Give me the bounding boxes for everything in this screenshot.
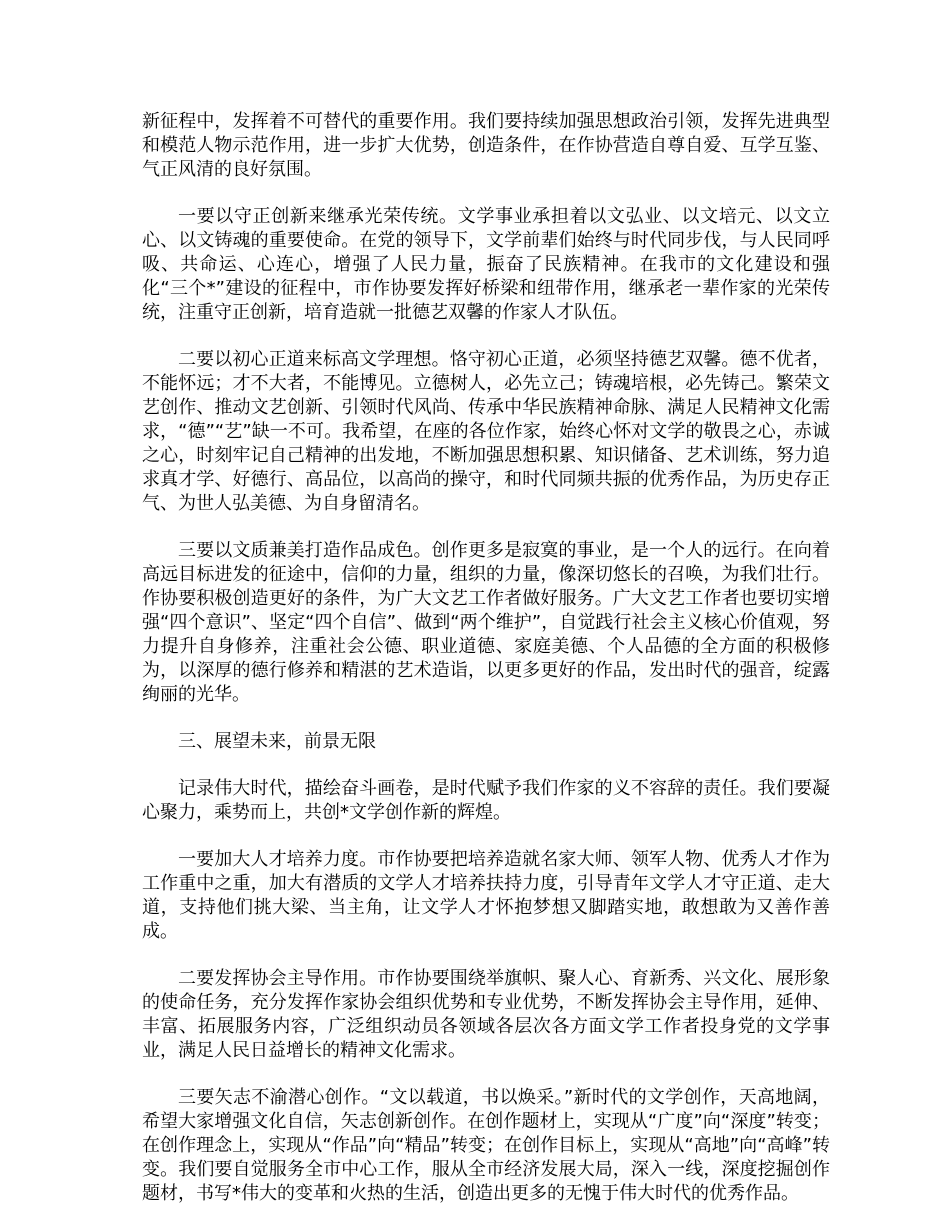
paragraph-record-era: 记录伟大时代，描绘奋斗画卷，是时代赋予我们作家的义不容辞的责任。我们要凝心聚力，乘势而上，共创*文学创作新的辉煌。 — [142, 778, 830, 823]
section-heading-outlook: 三、展望未来，前景无限 — [178, 731, 376, 752]
paragraph-work-quality: 三要以文质兼美打造作品成色。创作更多是寂寞的事业，是一个人的远行。在向着高远目标进发的征途中，信仰的力量，组织的力量，像深切悠长的召唤，为我们壮行。作协要积极创造更好的条件，为广大文艺工作者做好服务。广大文艺工作者也要切实增强“四个意识”、坚定“四个自信”、做到“两个维护”，自觉践行社会主义核心价值观，努力提升自身修养，注重社会公德、职业道德、家庭美德、个人品德的全方面的积极修为，以深厚的德行修养和精湛的艺术造诣，以更多更好的作品，发出时代的强音，绽露绚丽的光华。 — [142, 540, 830, 705]
paragraph-devoted-creation: 三要矢志不渝潜心创作。“文以载道，书以焕采。”新时代的文学创作，天高地阔，希望大家增强文化自信，矢志创新创作。在创作题材上，实现从“广度”向“深度”转变；在创作理念上，实现从“作品”向“精品”转变；在创作目标上，实现从“高地”向“高峰”转变。我们要自觉服务全市中心工作，服从全市经济发展大局，深入一线，深度挖掘创作题材，书写*伟大的变革和火热的生活，创造出更多的无愧于伟大时代的优秀作品。 — [142, 1087, 830, 1204]
paragraph-intro: 新征程中，发挥着不可替代的重要作用。我们要持续加强思想政治引领，发挥先进典型和模范人物示范作用，进一步扩大优势，创造条件，在作协营造自尊自爱、互学互鉴、气正风清的良好氛围。 — [142, 111, 830, 180]
paragraph-inherit-tradition: 一要以守正创新来继承光荣传统。文学事业承担着以文弘业、以文培元、以文立心、以文铸魂的重要使命。在党的领导下，文学前辈们始终与时代同步伐，与人民同呼吸、共命运、心连心，增强了人民力量，振奋了民族精神。在我市的文化建设和强化“三个*”建设的征程中，市作协要发挥好桥梁和纽带作用，继承老一辈作家的光荣传统，注重守正创新，培育造就一批德艺双馨的作家人才队伍。 — [142, 206, 830, 323]
paragraph-talent-cultivation: 一要加大人才培养力度。市作协要把培养造就名家大师、领军人物、优秀人才作为工作重中之重，加大有潜质的文学人才培养扶持力度，引导青年文学人才守正道、走大道，支持他们挑大梁、当主角，让文学人才怀抱梦想又脚踏实地，敢想敢为又善作善成。 — [142, 849, 830, 942]
paragraph-association-role: 二要发挥协会主导作用。市作协要围绕举旗帜、聚人心、育新秀、兴文化、展形象的使命任务，充分发挥作家协会组织优势和专业优势，不断发挥协会主导作用，延伸、丰富、拓展服务内容，广泛组织动员各领域各层次各方面文学工作者投身党的文学事业，满足人民日益增长的精神文化需求。 — [142, 968, 830, 1061]
document-page — [142, 110, 830, 1229]
paragraph-literary-ideal: 二要以初心正道来标高文学理想。恪守初心正道，必须坚持德艺双馨。德不优者，不能怀远；才不大者，不能博见。立德树人，必先立己；铸魂培根，必先铸己。繁荣文艺创作、推动文艺创新、引领时代风尚、传承中华民族精神命脉、满足人民精神文化需求，“德”“艺”缺一不可。我希望，在座的各位作家，始终心怀对文学的敬畏之心，赤诚之心，时刻牢记自己精神的出发地，不断加强思想积累、知识储备、艺术训练，努力追求真才学、好德行、高品位，以高尚的操守，和时代同频共振的优秀作品，为历史存正气、为世人弘美德、为自身留清名。 — [142, 349, 830, 514]
